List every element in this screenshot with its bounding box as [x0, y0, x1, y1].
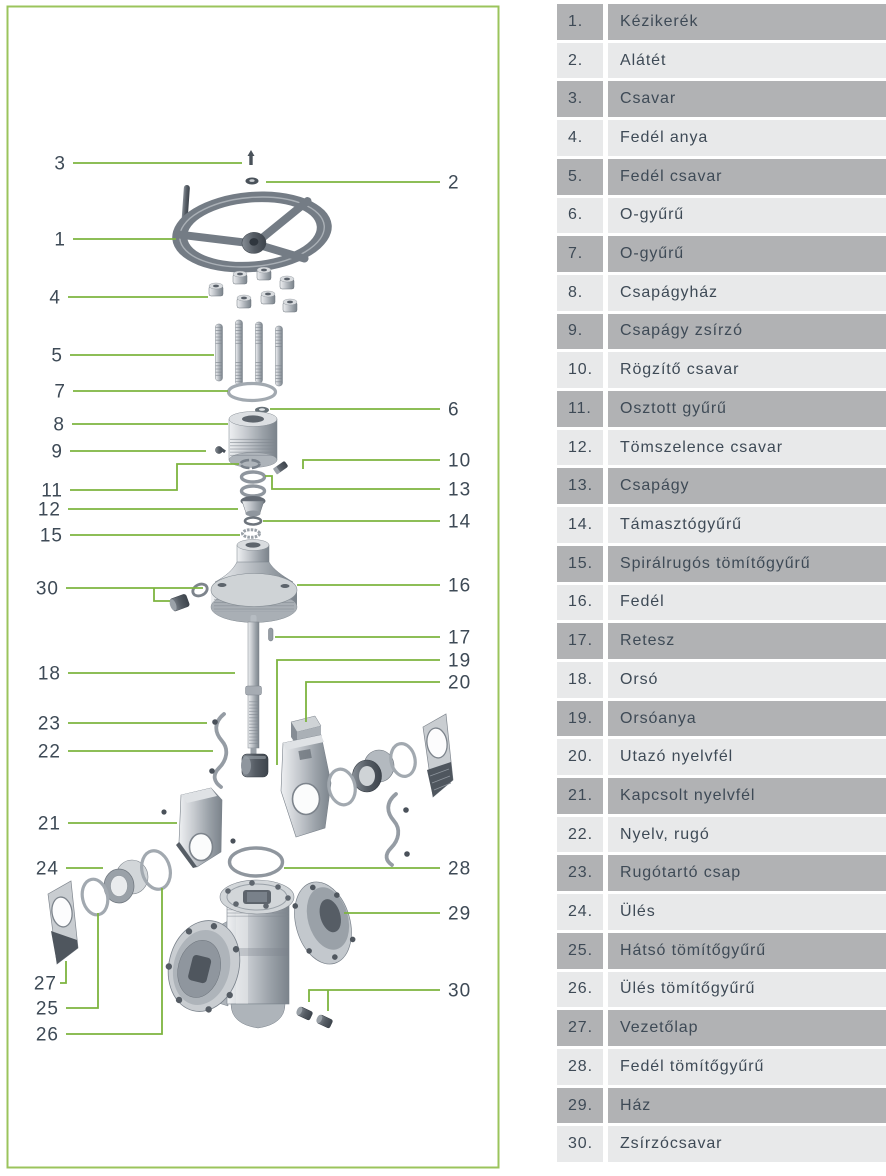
table-row	[557, 739, 886, 775]
part-name-cell: O-gyűrű	[608, 236, 886, 272]
part-traveling-gate-half	[281, 716, 331, 837]
callout-number: 2	[448, 172, 460, 194]
part-name-cell: Támasztógyűrű	[608, 507, 886, 543]
part-name-cell: Utazó nyelvfél	[608, 739, 886, 775]
part-number-cell: 7.	[557, 236, 603, 272]
callout-number: 8	[53, 414, 65, 436]
part-number-cell: 30.	[557, 1126, 603, 1162]
table-row	[557, 662, 886, 698]
part-name-cell: Fedél csavar	[608, 159, 886, 195]
callout-number: 3	[54, 153, 66, 175]
callout-number: 14	[448, 511, 472, 533]
callout-8	[53, 415, 228, 436]
callout-number: 17	[448, 627, 472, 649]
part-number-cell: 5.	[557, 159, 603, 195]
part-guide-plate-right	[423, 714, 453, 797]
part-name-cell: Zsírzócsavar	[608, 1126, 886, 1162]
callout-13	[265, 476, 471, 501]
table-row	[557, 275, 886, 311]
callout-15	[40, 526, 240, 547]
part-oring-upper	[229, 384, 276, 401]
part-body	[157, 875, 361, 1028]
part-stem-nut	[241, 754, 268, 777]
part-number-cell: 14.	[557, 507, 603, 543]
table-row	[557, 1049, 886, 1085]
table-row	[557, 1126, 886, 1162]
part-number-cell: 27.	[557, 1010, 603, 1046]
table-row	[557, 1010, 886, 1046]
callout-number: 30	[35, 578, 59, 600]
leader-line	[303, 460, 440, 469]
callout-17	[275, 628, 471, 649]
part-name-cell: Spirálrugós tömítőgyűrű	[608, 546, 886, 582]
leader-line	[66, 888, 162, 1034]
callout-number: 24	[35, 858, 59, 880]
table-row	[557, 507, 886, 543]
part-name-cell: Csapágy	[608, 468, 886, 504]
part-number-cell: 2.	[557, 43, 603, 79]
callout-10	[303, 451, 471, 472]
callout-number: 6	[448, 399, 460, 421]
part-number-cell: 29.	[557, 1088, 603, 1124]
callout-16	[297, 576, 471, 597]
callout-number: 15	[39, 525, 63, 547]
part-stem	[246, 615, 262, 757]
part-seat-right	[353, 750, 395, 792]
part-name-cell: Retesz	[608, 623, 886, 659]
callout-number: 25	[35, 998, 59, 1020]
callout-4	[49, 288, 208, 309]
callout-14	[263, 512, 471, 533]
part-name-cell: Ház	[608, 1088, 886, 1124]
table-row	[557, 972, 886, 1008]
part-name-cell: Csapágyház	[608, 275, 886, 311]
part-bonnet-studs	[216, 320, 283, 386]
callout-number: 9	[51, 441, 63, 463]
part-number-cell: 24.	[557, 894, 603, 930]
part-spiral-ring	[243, 530, 260, 538]
callout-3	[54, 154, 242, 175]
part-number-cell: 25.	[557, 933, 603, 969]
part-gland	[241, 496, 266, 517]
leader-line	[306, 682, 440, 722]
table-row	[557, 855, 886, 891]
callout-number: 20	[448, 672, 472, 694]
part-number-cell: 10.	[557, 352, 603, 388]
callout-21	[38, 814, 177, 835]
callout-30	[309, 981, 471, 1012]
part-number-cell: 12.	[557, 430, 603, 466]
part-name-cell: Rögzítő csavar	[608, 352, 886, 388]
part-name-cell: Ülés tömítőgyűrű	[608, 972, 886, 1008]
callout-number: 4	[49, 287, 61, 309]
part-number-cell: 13.	[557, 468, 603, 504]
part-name-cell: Vezetőlap	[608, 1010, 886, 1046]
part-number-cell: 16.	[557, 585, 603, 621]
table-row	[557, 352, 886, 388]
leader-line	[265, 476, 440, 489]
callout-29	[344, 904, 471, 925]
part-bonnet-oring	[230, 848, 283, 876]
callout-7	[54, 382, 228, 403]
part-number-cell: 21.	[557, 778, 603, 814]
callout-9	[51, 442, 206, 463]
table-row	[557, 391, 886, 427]
callout-number: 5	[51, 345, 63, 367]
part-name-cell: Alátét	[608, 43, 886, 79]
part-name-cell: Csapágy zsírzó	[608, 314, 886, 350]
part-key	[269, 628, 274, 641]
part-screw	[248, 150, 255, 165]
callout-number: 29	[448, 903, 472, 925]
part-number-cell: 19.	[557, 701, 603, 737]
part-number-cell: 8.	[557, 275, 603, 311]
part-bonnet-nuts	[209, 267, 297, 312]
part-grease-fitting	[215, 446, 226, 453]
callout-23	[38, 714, 207, 735]
part-coupled-gate-half	[176, 788, 222, 868]
part-name-cell: Tömszelence csavar	[608, 430, 886, 466]
table-row	[557, 817, 886, 853]
part-handwheel	[169, 185, 335, 279]
part-number-cell: 23.	[557, 855, 603, 891]
part-number-cell: 26.	[557, 972, 603, 1008]
table-row	[557, 546, 886, 582]
callout-number: 28	[448, 858, 472, 880]
table-row	[557, 430, 886, 466]
callout-number: 16	[448, 575, 472, 597]
callout-11	[41, 464, 239, 502]
table-row	[557, 43, 886, 79]
callout-2	[266, 173, 460, 194]
callout-number: 26	[35, 1024, 59, 1046]
callout-number: 13	[448, 479, 472, 501]
part-name-cell: Kézikerék	[608, 4, 886, 40]
table-row	[557, 159, 886, 195]
part-name-cell: Hátsó tömítőgyűrű	[608, 933, 886, 969]
callout-28	[284, 859, 471, 880]
callout-number: 7	[54, 381, 66, 403]
callout-24	[36, 859, 103, 880]
part-number-cell: 20.	[557, 739, 603, 775]
part-number-cell: 17.	[557, 623, 603, 659]
part-number-cell: 3.	[557, 81, 603, 117]
part-number-cell: 11.	[557, 391, 603, 427]
part-bearings	[242, 472, 265, 496]
table-row	[557, 585, 886, 621]
table-row	[557, 120, 886, 156]
table-row	[557, 778, 886, 814]
part-number-cell: 22.	[557, 817, 603, 853]
leader-line	[60, 961, 66, 983]
part-grease-plug-top	[168, 582, 209, 612]
callout-12	[38, 500, 238, 521]
part-number-cell: 18.	[557, 662, 603, 698]
part-name-cell: Orsó	[608, 662, 886, 698]
part-name-cell: Fedél	[608, 585, 886, 621]
callout-number: 22	[37, 741, 61, 763]
table-row	[557, 198, 886, 234]
parts-table	[557, 4, 886, 1162]
part-name-cell: Kapcsolt nyelvfél	[608, 778, 886, 814]
leader-line	[154, 588, 170, 601]
part-name-cell: Orsóanya	[608, 701, 886, 737]
callout-number: 18	[37, 663, 61, 685]
part-name-cell: Ülés	[608, 894, 886, 930]
part-number-cell: 1.	[557, 4, 603, 40]
part-name-cell: Nyelv, rugó	[608, 817, 886, 853]
table-row	[557, 4, 886, 40]
callout-22	[38, 742, 213, 763]
table-row	[557, 701, 886, 737]
callout-number: 19	[448, 650, 472, 672]
part-name-cell: Fedél tömítőgyűrű	[608, 1049, 886, 1085]
callout-number: 27	[33, 973, 57, 995]
table-row	[557, 933, 886, 969]
callout-6	[270, 400, 460, 421]
callout-18	[38, 664, 235, 685]
callout-number: 12	[37, 499, 61, 521]
part-washer	[246, 178, 259, 185]
callout-number: 30	[448, 980, 472, 1002]
callout-number: 11	[41, 480, 63, 502]
table-row	[557, 314, 886, 350]
part-guide-plate-left	[48, 881, 78, 964]
table-row	[557, 81, 886, 117]
part-name-cell: Osztott gyűrű	[608, 391, 886, 427]
part-number-cell: 6.	[557, 198, 603, 234]
part-name-cell: O-gyűrű	[608, 198, 886, 234]
table-row	[557, 468, 886, 504]
callout-1	[54, 230, 176, 251]
table-row	[557, 623, 886, 659]
part-number-cell: 15.	[557, 546, 603, 582]
part-name-cell: Rugótartó csap	[608, 855, 886, 891]
part-name-cell: Fedél anya	[608, 120, 886, 156]
part-bonnet	[211, 540, 297, 623]
callout-27	[34, 961, 66, 995]
table-row	[557, 1088, 886, 1124]
part-support-ring	[245, 518, 261, 525]
callout-number: 21	[37, 813, 61, 835]
part-number-cell: 4.	[557, 120, 603, 156]
leader-line	[70, 464, 239, 490]
callout-5	[51, 346, 214, 367]
part-number-cell: 9.	[557, 314, 603, 350]
callout-number: 10	[448, 450, 472, 472]
part-name-cell: Csavar	[608, 81, 886, 117]
part-number-cell: 28.	[557, 1049, 603, 1085]
table-row	[557, 894, 886, 930]
table-row	[557, 236, 886, 272]
callout-number: 1	[54, 229, 66, 251]
callout-number: 23	[37, 713, 61, 735]
